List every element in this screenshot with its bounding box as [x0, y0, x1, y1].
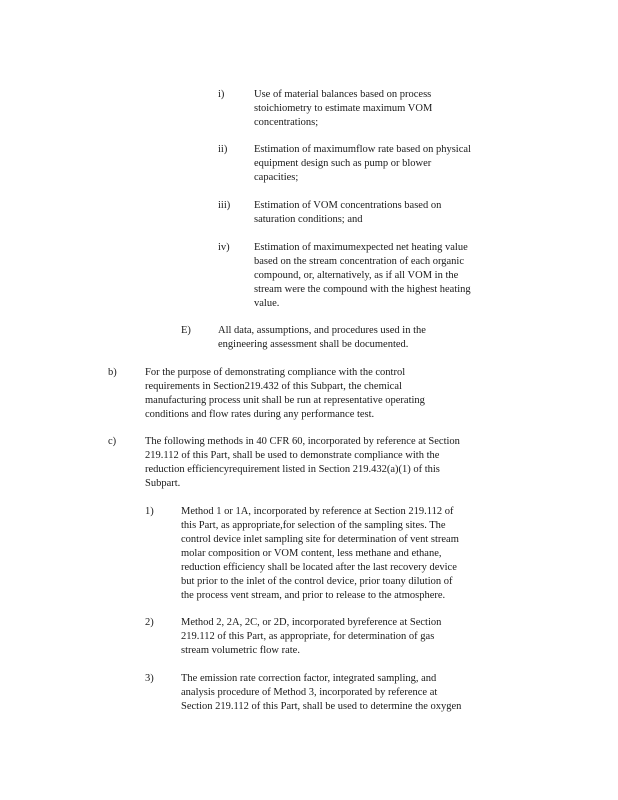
item-text: For the purpose of demonstrating compliance with the control requirements in Section219.432 of this Subpart, the chemical manufacturing process unit shall be run at representative operating conditions and flow rates during any performance test.	[145, 367, 425, 420]
item-text: Use of material balances based on process stoichiometry to estimate maximum VOM concentrations;	[254, 89, 433, 128]
item-label: i)	[218, 89, 225, 100]
item-label: 3)	[145, 673, 154, 684]
item-label: 1)	[145, 506, 154, 517]
item-text: Estimation of maximumflow rate based on physical equipment design such as pump or blower capacities;	[254, 144, 471, 183]
item-label: 2)	[145, 617, 154, 628]
item-text: Method 1 or 1A, incorporated by reference at Section 219.112 of this Part, as appropriate,for selection of the sampling sites. The control device inlet sampling site for determination of vent stream molar composition or VOM content, less methane and ethane, reduction efficiency shall be located after the last recovery device but prior to the inlet of the control device, prior toany dilution of the process vent stream, and prior to release to the atmosphere.	[181, 506, 459, 601]
item-label: iv)	[218, 242, 230, 253]
item-text: Method 2, 2A, 2C, or 2D, incorporated byreference at Section 219.112 of this Part, as appropriate, for determination of gas stream volumetric flow rate.	[181, 617, 442, 656]
item-label: iii)	[218, 200, 231, 211]
item-text: Estimation of VOM concentrations based on saturation conditions; and	[254, 200, 442, 225]
item-text: Estimation of maximumexpected net heating value based on the stream concentration of each organic compound, or, alternatively, as if all VOM in the stream were the compound with the highest heating value.	[254, 242, 471, 309]
item-label: ii)	[218, 144, 228, 155]
item-text: The emission rate correction factor, integrated sampling, and analysis procedure of Method 3, incorporated by reference at Section 219.112 of this Part, shall be used to determine the oxygen	[181, 673, 462, 712]
item-label: b)	[108, 367, 117, 378]
item-label: E)	[181, 325, 191, 336]
item-text: All data, assumptions, and procedures used in the engineering assessment shall be documented.	[218, 325, 426, 350]
item-label: c)	[108, 436, 117, 447]
item-text: The following methods in 40 CFR 60, incorporated by reference at Section 219.112 of this Part, shall be used to demonstrate compliance with the reduction efficiencyrequirement listed in Section 219.432(a)(1) of this Subpart.	[145, 436, 460, 489]
